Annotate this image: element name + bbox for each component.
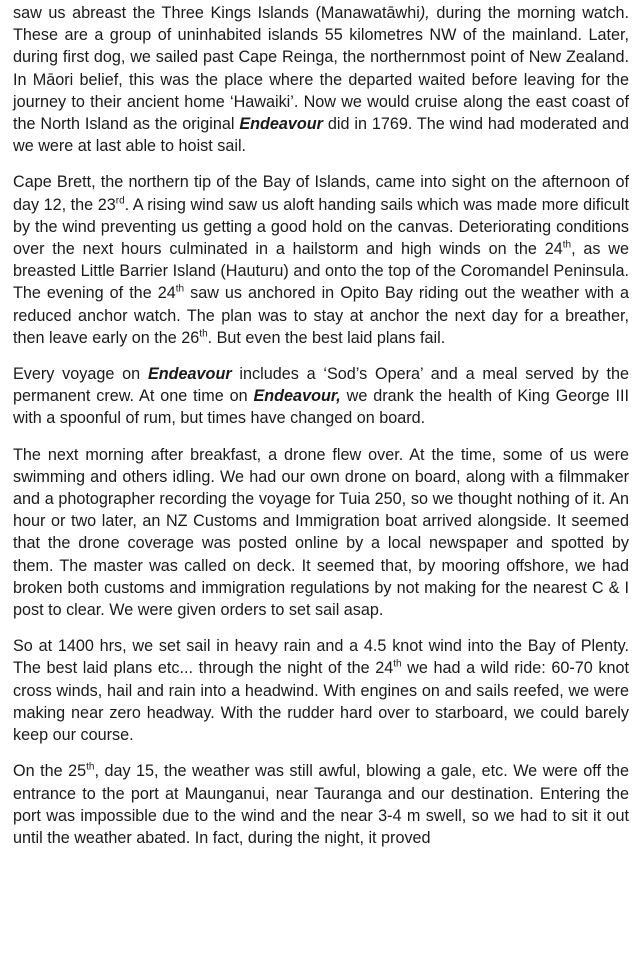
ordinal-suffix: rd (115, 195, 125, 207)
paragraph-3 (13, 363, 629, 430)
text-run: . But even the best laid plans fail. (207, 328, 446, 347)
ordinal-suffix: th (393, 659, 402, 671)
text-run: we drank the health of King George III with a spoonful of rum, but times have changed on board. (13, 387, 630, 428)
text-run: includes a ‘Sod’s Opera’ and a meal served by the permanent crew. At one time on (13, 365, 630, 406)
ordinal-suffix: th (562, 239, 572, 251)
ordinal-suffix: th (86, 761, 95, 773)
ship-name: Endeavour (239, 115, 323, 134)
text-run: did in 1769. The wind had moderated and we were at last able to hoist sail. (13, 115, 629, 156)
paragraph-4 (13, 444, 629, 622)
ordinal-suffix: th (175, 284, 185, 296)
paragraph-1 (13, 2, 629, 157)
text-run: So at 1400 hrs, we set sail in heavy rain and a 4.5 knot wind into the Bay of Plenty. The best laid plans etc... through the night of the 24 (13, 637, 629, 678)
text-run: , day 15, the weather was still awful, blowing a gale, etc. We were off the entrance to the port at Maunganui, near Tauranga and our destination. Entering the port was impossible due to the wind and the near 3-4 m swell, so we had to sit it out until the weather abated. In fact, during the night, it proved (13, 762, 629, 847)
paragraph-6 (13, 760, 629, 849)
text-run: The next morning after breakfast, a drone flew over. At the time, some of us were swimming and others idling. We had our own drone on board, along with a filmmaker and a photographer recording the voyage for Tuia 250, so we thought nothing of it. An hour or two later, an NZ Customs and Immigration boat arrived alongside. It seemed that the drone coverage was posted online by a local newspaper and spotted by them. The master was called on deck. It seemed that, by mooring offshore, we had broken both customs and immigration regulations by not making for the nearest C & I post to clear. We were given orders to set sail asap. (13, 445, 629, 620)
text-run: Every voyage on (13, 365, 148, 384)
paragraph-2 (13, 171, 629, 349)
ship-name: Endeavour (147, 365, 232, 384)
text-run: . A rising wind saw us aloft handing sails which was made more dificult by the wind preventing us getting a good hold on the canvas. Deteriorating conditions over the next hours culminated in a hailstorm and high winds on the 24 (13, 195, 629, 259)
ship-name: Endeavour, (253, 387, 341, 406)
ordinal-suffix: th (199, 328, 208, 340)
text-run-italic: ), (419, 4, 430, 22)
text-run: saw us abreast the Three Kings Islands (Manawatāwhi (13, 4, 420, 22)
paragraph-5 (13, 635, 629, 746)
document-page (13, 2, 629, 849)
text-run: during the morning watch. These are a group of uninhabited islands 55 kilometres NW of the mainland. Later, during first dog, we sailed past Cape Reinga, the northernmost point of New Zealand. In Māori belief, this was the place where the departed waited before leaving for the journey to their ancient home ‘Hawaiki’. Now we would cruise along the east coast of the North Island as the original (13, 4, 629, 134)
text-run: Cape Brett, the northern tip of the Bay of Islands, came into sight on the afternoon of day 12, the 23 (13, 173, 629, 214)
text-run: On the 25 (13, 762, 87, 781)
text-run: we had a wild ride: 60-70 knot cross winds, hail and rain into a headwind. With engines on and sails reefed, we were making near zero headway. With the rudder hard over to starboard, we could barely keep our course. (13, 659, 629, 745)
text-run: , as we breasted Little Barrier Island (Hauturu) and onto the top of the Coromandel Peninsula. The evening of the 24 (13, 240, 629, 303)
text-run: saw us anchored in Opito Bay riding out the weather with a reduced anchor watch. The plan was to stay at anchor the next day for a breather, then leave early on the 26 (13, 284, 629, 347)
